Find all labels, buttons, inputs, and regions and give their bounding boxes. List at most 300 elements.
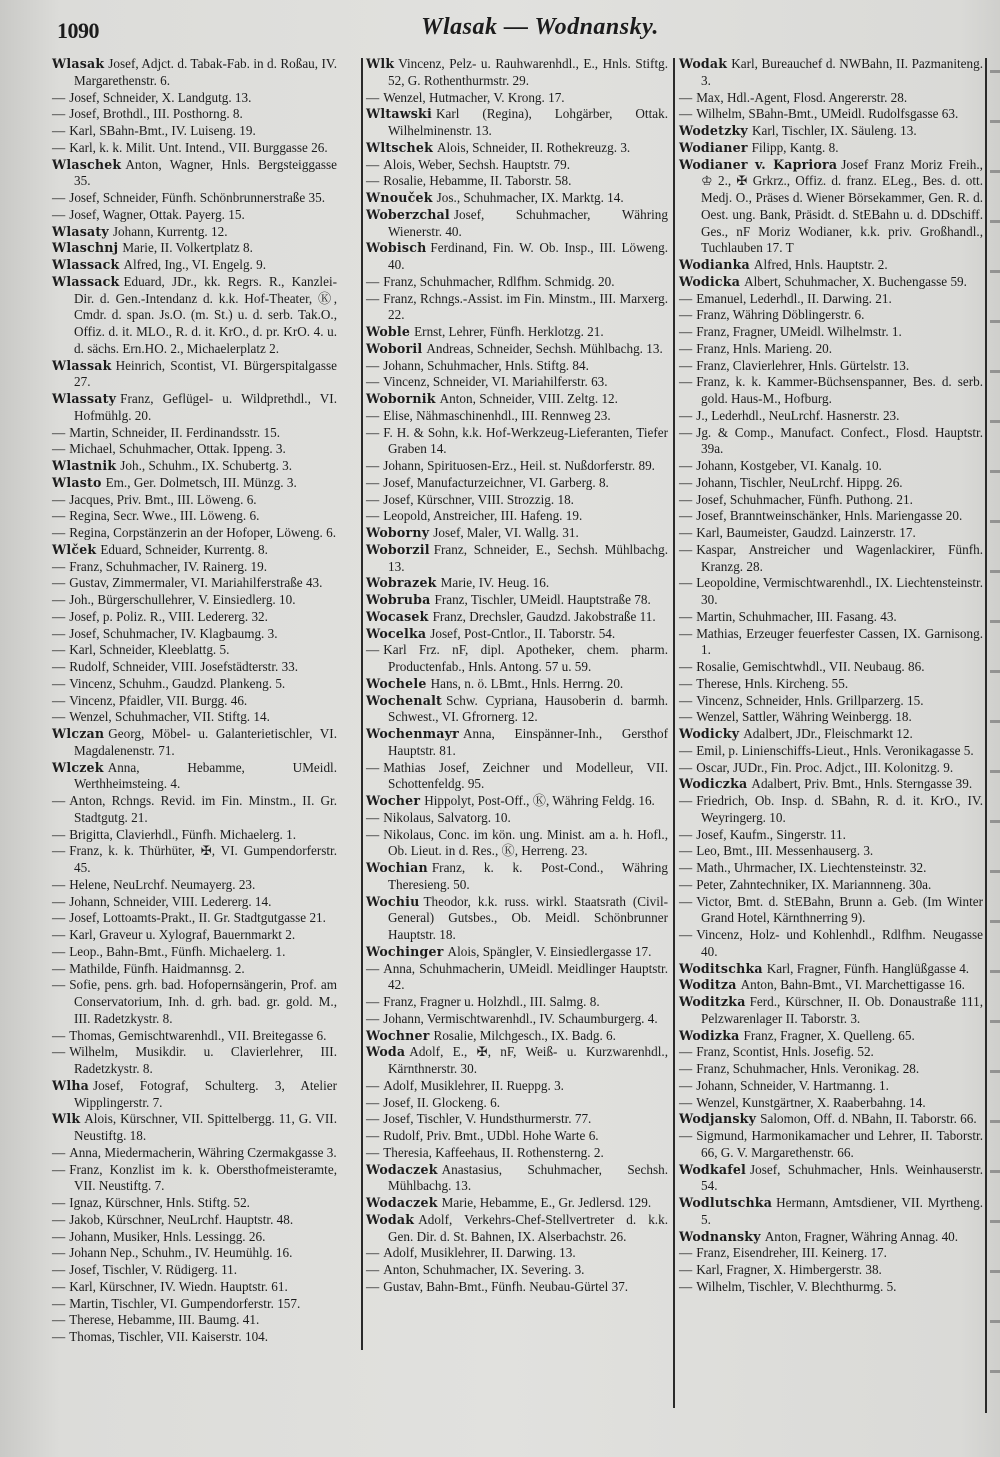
directory-entry	[52, 106, 337, 123]
continuation-dash: —	[366, 759, 380, 775]
directory-entry	[366, 140, 668, 157]
entry-details: Heinrich, Scontist, VI. Bürgerspitalgasse 27.	[74, 357, 337, 390]
entry-surname: Wltawski	[366, 106, 432, 122]
directory-entry	[366, 1044, 668, 1078]
entry-details: Leo, Bmt., III. Messenhauserg. 3.	[696, 843, 874, 859]
entry-details: Franz, Scontist, Hnls. Josefig. 52.	[696, 1044, 874, 1060]
entry-details: Nikolaus, Salvatorg. 10.	[383, 809, 511, 825]
entry-surname: Wlastnik	[52, 458, 117, 473]
entry-surname: Wochinger	[366, 943, 444, 959]
directory-entry	[366, 1028, 668, 1045]
entry-details: Josef, p. Poliz. R., VIII. Ledererg. 32.	[69, 608, 268, 624]
entry-details: Michael, Schuhmacher, Ottak. Ippeng. 3.	[69, 441, 286, 457]
entry-details: Franz, Clavierlehrer, Hnls. Gürtelstr. 13.	[696, 357, 910, 373]
continuation-dash: —	[52, 106, 66, 122]
continuation-dash: —	[366, 642, 380, 658]
entry-details: Anna, Einspänner-Inh., Gersthof Hauptstr. 81.	[388, 726, 668, 758]
continuation-dash: —	[679, 927, 693, 942]
directory-entry	[679, 1229, 983, 1246]
directory-entry	[366, 324, 668, 341]
entry-details: Wenzel, Sattler, Währing Weinbergg. 18.	[696, 709, 912, 725]
entry-surname: Wodizka	[679, 1027, 740, 1043]
continuation-dash: —	[366, 1094, 380, 1110]
entry-details: Anton, Bahn-Bmt., VI. Marchettigasse 16.	[740, 977, 965, 993]
continuation-dash: —	[679, 474, 693, 490]
entry-details: Franz, Hnls. Marieng. 20.	[696, 340, 833, 356]
entry-details: Anna, Schuhmacherin, UMeidl. Meidlinger Hauptstr. 42.	[383, 960, 668, 993]
directory-entry	[679, 1195, 983, 1229]
directory-entry	[366, 374, 668, 391]
continuation-dash: —	[366, 374, 380, 390]
entry-surname: Wodianer v. Kapriora	[679, 156, 838, 172]
entry-details: Friedrich, Ob. Insp. d. SBahn, R. d. it. KrO., IV. Weyringerg. 10.	[696, 793, 983, 825]
continuation-dash: —	[52, 692, 66, 708]
directory-entry	[679, 106, 983, 123]
continuation-dash: —	[679, 1245, 693, 1261]
continuation-dash: —	[52, 876, 66, 892]
entry-details: Johann, Kostgeber, VI. Kanalg. 10.	[696, 458, 882, 473]
continuation-dash: —	[679, 1044, 693, 1060]
entry-details: Josef, Maler, VI. Wallg. 31.	[433, 525, 579, 540]
entry-details: Josef, Branntweinschänker, Hnls. Mariengasse 20.	[696, 508, 963, 524]
entry-details: Wilhelm, SBahn-Bmt., UMeidl. Rudolfsgasse 63.	[696, 106, 959, 122]
continuation-dash: —	[52, 1195, 66, 1210]
continuation-dash: —	[366, 1077, 380, 1093]
entry-details: Ignaz, Kürschner, Hnls. Stiftg. 52.	[69, 1195, 250, 1210]
continuation-dash: —	[679, 407, 693, 423]
entry-details: Karl (Regina), Lohgärber, Ottak. Wilhelminenstr. 13.	[388, 106, 668, 138]
entry-details: Rosalie, Milchgesch., IX. Badg. 6.	[433, 1027, 616, 1043]
entry-details: Alois, Weber, Sechsh. Hauptstr. 79.	[383, 156, 570, 172]
directory-entry	[679, 760, 983, 777]
entry-details: Rudolf, Priv. Bmt., UDbl. Hohe Warte 6.	[383, 1128, 599, 1143]
entry-details: Mathilde, Fünfh. Haidmannsg. 2.	[69, 960, 245, 976]
entry-details: Adolf, Verkehrs-Chef-Stellvertreter d. k.k. Gen. Dir. d. St. Bahnen, IX. Alserbachstr. 26.	[388, 1211, 668, 1244]
entry-details: Josef, Schuhmacher, Fünfh. Puthong. 21.	[696, 491, 913, 507]
entry-details: Karl, k. k. Milit. Unt. Intend., VII. Burggasse 26.	[69, 139, 328, 155]
entry-surname: Wlczan	[52, 726, 105, 741]
entry-surname: Wodaczek	[366, 1195, 438, 1210]
directory-entry	[52, 1111, 337, 1145]
directory-entry	[679, 726, 983, 743]
continuation-dash: —	[366, 156, 380, 172]
directory-entry	[366, 106, 668, 140]
directory-entry	[679, 676, 983, 693]
entry-details: Franz, Währing Döblingerstr. 6.	[696, 307, 865, 323]
entry-surname: Woberzchal	[366, 206, 450, 222]
directory-entry	[52, 441, 337, 458]
continuation-dash: —	[679, 374, 693, 390]
directory-entry	[679, 1279, 983, 1296]
directory-entry	[679, 827, 983, 844]
continuation-dash: —	[52, 1329, 66, 1344]
entry-details: Franz, Schuhmacher, Hnls. Veronikag. 28.	[696, 1061, 920, 1076]
entry-surname: Woble	[366, 324, 411, 339]
entry-details: Josef, II. Glockeng. 6.	[383, 1094, 501, 1110]
entry-surname: Wlček	[52, 541, 97, 557]
entry-details: Karl, Bureauchef d. NWBahn, II. Pazmaniteng. 3.	[701, 56, 983, 88]
entry-surname: Wobisch	[366, 240, 427, 256]
entry-details: Sigmund, Harmonikamacher und Lehrer, II. Taborstr. 66, G. V. Margarethenstr. 66.	[696, 1128, 983, 1160]
continuation-dash: —	[679, 424, 693, 440]
directory-entry	[52, 642, 337, 659]
directory-entry	[52, 1329, 337, 1346]
continuation-dash: —	[52, 89, 66, 105]
directory-entry	[52, 56, 337, 90]
directory-entry	[679, 626, 983, 660]
entry-surname: Wobruba	[366, 592, 431, 607]
continuation-dash: —	[52, 525, 66, 540]
continuation-dash: —	[679, 1262, 693, 1277]
entry-details: Schw. Cypriana, Hausoberin d. barmh. Schwest., VI. Gfrornerg. 12.	[388, 692, 668, 725]
continuation-dash: —	[52, 960, 66, 976]
directory-entry	[679, 1245, 983, 1262]
entry-details: Adolf, E., ✠, nF, Weiß- u. Kurzwarenhdl., Kärnthnerstr. 30.	[388, 1044, 668, 1076]
directory-entry	[679, 1044, 983, 1061]
directory-entry	[52, 458, 337, 475]
entry-details: Leopoldine, Vermischtwarenhdl., IX. Liechtensteinstr. 30.	[696, 575, 983, 607]
entry-details: Emanuel, Lederhdl., II. Darwing. 21.	[696, 290, 892, 306]
directory-entry	[366, 274, 668, 291]
entry-details: Max, Hdl.-Agent, Flosd. Angererstr. 28.	[696, 89, 908, 105]
continuation-dash: —	[679, 307, 693, 323]
directory-entry	[52, 1145, 337, 1162]
entry-surname: Wodak	[366, 1211, 415, 1227]
entry-details: Vincenz, Pfaidler, VII. Burgg. 46.	[69, 692, 248, 708]
entry-details: Wilhelm, Tischler, V. Blechthurmg. 5.	[696, 1278, 897, 1294]
entry-surname: Wltschek	[366, 139, 433, 155]
entry-details: Vincenz, Schneider, Hnls. Grillparzerg. 15.	[696, 692, 924, 708]
entry-details: Hans, n. ö. LBmt., Hnls. Herrng. 20.	[430, 675, 624, 691]
entry-surname: Wlassack	[52, 257, 120, 272]
directory-entry	[52, 190, 337, 207]
entry-details: Georg, Möbel- u. Galanterietischler, VI. Magdalenenstr. 71.	[74, 726, 337, 758]
directory-entry	[52, 843, 337, 877]
continuation-dash: —	[679, 575, 693, 591]
continuation-dash: —	[52, 675, 66, 691]
continuation-dash: —	[679, 541, 693, 557]
directory-entry	[52, 676, 337, 693]
entry-details: Josef, Brothdl., III. Posthorng. 8.	[69, 106, 243, 122]
continuation-dash: —	[52, 1295, 66, 1311]
continuation-dash: —	[52, 943, 66, 959]
continuation-dash: —	[679, 1128, 693, 1143]
entry-details: Johann, Kurrentg. 12.	[112, 223, 228, 239]
column-divider	[361, 58, 363, 1350]
directory-entry	[52, 793, 337, 827]
entry-details: Joh., Bürgerschullehrer, V. Einsiedlerg. 10.	[69, 592, 296, 607]
entry-details: Leop., Bahn-Bmt., Fünfh. Michaelerg. 1.	[69, 943, 286, 959]
continuation-dash: —	[52, 893, 66, 909]
directory-entry	[52, 207, 337, 224]
continuation-dash: —	[52, 1245, 66, 1261]
directory-entry	[366, 1111, 668, 1128]
entry-surname: Wodianka	[679, 257, 750, 272]
continuation-dash: —	[52, 1027, 66, 1043]
directory-entry	[679, 508, 983, 525]
entry-surname: Wobrazek	[366, 575, 437, 591]
directory-entry	[366, 693, 668, 727]
entry-details: Franz, Konzlist im k. k. Obersthofmeisteramte, VII. Neustiftg. 7.	[69, 1161, 337, 1194]
directory-entry	[52, 1195, 337, 1212]
directory-entry	[52, 358, 337, 392]
continuation-dash: —	[366, 994, 380, 1009]
directory-entry	[679, 291, 983, 308]
entry-details: Karl Frz. nF, dipl. Apotheker, chem. pharm. Productenfab., Hnls. Antong. 57 u. 59.	[383, 642, 668, 674]
entry-details: Franz, Drechsler, Gaudzd. Jakobstraße 11.	[432, 608, 656, 624]
directory-entry	[52, 726, 337, 760]
continuation-dash: —	[52, 508, 66, 524]
directory-entry	[366, 240, 668, 274]
entry-details: Karl, Fragner, X. Himbergerstr. 38.	[696, 1262, 882, 1277]
entry-details: Alfred, Ing., VI. Engelg. 9.	[123, 257, 267, 272]
directory-entry	[366, 425, 668, 459]
entry-details: Karl, Tischler, IX. Säuleng. 13.	[751, 123, 917, 138]
entry-surname: Wodicka	[679, 273, 741, 289]
entry-details: Oscar, JUDr., Fin. Proc. Adjct., III. Kolonitzg. 9.	[696, 759, 954, 775]
continuation-dash: —	[52, 659, 66, 674]
directory-entry	[679, 609, 983, 626]
entry-details: Anton, Rchngs. Revid. im Fin. Minstm., II. Gr. Stadtgutg. 21.	[69, 793, 337, 825]
continuation-dash: —	[366, 508, 380, 524]
directory-entry	[52, 224, 337, 241]
continuation-dash: —	[52, 575, 66, 591]
directory-entry	[52, 827, 337, 844]
entry-surname: Woborzil	[366, 541, 430, 557]
entry-details: Joh., Schuhm., IX. Schubertg. 3.	[120, 458, 293, 473]
entry-surname: Wodicky	[679, 726, 740, 741]
entry-details: Hippolyt, Post-Off., Ⓚ, Währing Feldg. 16.	[424, 793, 655, 808]
directory-entry	[366, 291, 668, 325]
directory-entry	[366, 90, 668, 107]
directory-entry	[366, 609, 668, 626]
continuation-dash: —	[52, 190, 66, 205]
entry-details: Wenzel, Kunstgärtner, X. Raaberbahng. 14.	[696, 1094, 926, 1110]
entry-details: Martin, Schuhmacher, III. Fasang. 43.	[696, 608, 897, 624]
continuation-dash: —	[366, 290, 380, 306]
directory-entry	[52, 1279, 337, 1296]
entry-details: Karl, Schneider, Kleeblattg. 5.	[69, 642, 230, 658]
directory-entry	[679, 1262, 983, 1279]
continuation-dash: —	[52, 1161, 66, 1177]
entry-details: Adolf, Musiklehrer, II. Darwing. 13.	[383, 1245, 576, 1261]
directory-entry	[679, 1128, 983, 1162]
directory-entry	[52, 1044, 337, 1078]
continuation-dash: —	[366, 491, 380, 507]
entry-surname: Wodiczka	[679, 776, 748, 792]
directory-entry	[679, 776, 983, 793]
directory-column-3	[679, 56, 983, 1296]
entry-surname: Woda	[366, 1044, 406, 1060]
continuation-dash: —	[366, 1010, 380, 1026]
entry-surname: Wochner	[366, 1027, 430, 1043]
entry-surname: Wlasaty	[52, 223, 109, 239]
directory-entry	[52, 609, 337, 626]
directory-entry	[52, 961, 337, 978]
continuation-dash: —	[679, 1077, 693, 1093]
entry-details: Franz, k. k. Kammer-Büchsenspanner, Bes. d. serb. gold. Haus-M., Hofburg.	[696, 374, 983, 406]
entry-details: Sofie, pens. grh. bad. Hofopernsängerin, Prof. am Conservatorium, Inh. d. grh. bad. gr. gold. M., III. Radetzkystr. 8.	[69, 977, 337, 1026]
continuation-dash: —	[679, 458, 693, 473]
entry-details: Franz, Schneider, E., Sechsh. Mühlbachg. 13.	[388, 541, 668, 574]
entry-details: Anna, Miedermacherin, Währing Czermakgasse 3.	[69, 1144, 337, 1160]
continuation-dash: —	[679, 1061, 693, 1076]
entry-details: Victor, Bmt. d. StEBahn, Brunn a. Geb. (Im Winter Grand Hotel, Kärnthnerring 9).	[696, 893, 983, 926]
continuation-dash: —	[679, 692, 693, 708]
continuation-dash: —	[366, 826, 380, 842]
entry-details: Thomas, Gemischtwarenhdl., VII. Breitegasse 6.	[69, 1027, 327, 1043]
entry-details: Gustav, Bahn-Bmt., Fünfh. Neubau-Gürtel 37.	[383, 1278, 629, 1294]
entry-details: Ferdinand, Fin. W. Ob. Insp., III. Löweng. 40.	[388, 240, 668, 272]
entry-details: Martin, Tischler, VI. Gumpendorferstr. 157.	[69, 1295, 301, 1311]
entry-details: Anton, Schuhmacher, IX. Severing. 3.	[383, 1262, 585, 1277]
entry-details: Vincenz, Pelz- u. Rauhwarenhdl., E., Hnls. Stiftg. 52, G. Rothenthurmstr. 29.	[388, 56, 668, 88]
continuation-dash: —	[366, 89, 380, 105]
directory-entry	[366, 894, 668, 944]
directory-entry	[366, 1145, 668, 1162]
entry-details: Andreas, Schneider, Sechsh. Mühlbachg. 13.	[426, 340, 663, 356]
entry-details: Rudolf, Schneider, VIII. Josefstädterstr. 33.	[69, 659, 299, 674]
directory-entry	[52, 508, 337, 525]
entry-details: Anastasius, Schuhmacher, Sechsh. Mühlbachg. 13.	[388, 1161, 668, 1194]
directory-entry	[52, 542, 337, 559]
continuation-dash: —	[52, 625, 66, 641]
directory-entry	[52, 274, 337, 358]
continuation-dash: —	[52, 1278, 66, 1294]
directory-entry	[52, 894, 337, 911]
entry-details: Josef, Lottoamts-Prakt., II. Gr. Stadtgutgasse 21.	[69, 910, 326, 926]
directory-entry	[679, 894, 983, 928]
directory-entry	[52, 1262, 337, 1279]
entry-surname: Wlassak	[52, 357, 112, 373]
entry-details: Josef, Wagner, Ottak. Payerg. 15.	[69, 206, 245, 222]
entry-details: Adalbert, Priv. Bmt., Hnls. Sterngasse 39.	[751, 776, 973, 792]
continuation-dash: —	[52, 1144, 66, 1160]
directory-entry	[366, 1162, 668, 1196]
entry-details: Brigitta, Clavierhdl., Fünfh. Michaelerg. 1.	[69, 826, 297, 842]
entry-surname: Wlasto	[52, 474, 102, 490]
entry-surname: Wobornik	[366, 391, 436, 406]
continuation-dash: —	[366, 1262, 380, 1277]
entry-surname: Wnouček	[366, 190, 433, 205]
entry-details: Ferd., Kürschner, II. Ob. Donaustraße 111, Pelzwarenlager II. Taborstr. 3.	[701, 994, 983, 1026]
entry-details: Karl, Fragner, Fünfh. Hanglüßgasse 4.	[766, 960, 970, 976]
directory-entry	[366, 810, 668, 827]
entry-surname: Wlczek	[52, 759, 104, 775]
continuation-dash: —	[679, 608, 693, 624]
directory-entry	[679, 525, 983, 542]
continuation-dash: —	[52, 139, 66, 155]
entry-details: Johann, Tischler, NeuLrchf. Hippg. 26.	[696, 474, 903, 490]
directory-entry	[679, 961, 983, 978]
entry-surname: Woborny	[366, 525, 430, 540]
entry-surname: Wodaczek	[366, 1161, 438, 1177]
continuation-dash: —	[366, 1128, 380, 1143]
entry-details: Regina, Corpstänzerin an der Hofoper, Löweng. 6.	[69, 525, 336, 540]
directory-entry	[52, 391, 337, 425]
entry-details: Johann, Schneider, V. Hartmanng. 1.	[696, 1077, 889, 1093]
continuation-dash: —	[679, 843, 693, 859]
entry-details: Josef, Kaufm., Singerstr. 11.	[696, 826, 846, 842]
entry-details: Leopold, Anstreicher, III. Hafeng. 19.	[383, 508, 583, 524]
directory-entry	[366, 994, 668, 1011]
directory-entry	[52, 626, 337, 643]
directory-entry	[366, 1212, 668, 1246]
directory-entry	[366, 475, 668, 492]
directory-entry	[366, 1128, 668, 1145]
entry-details: Marie, II. Volkertplatz 8.	[122, 240, 253, 256]
entry-surname: Wodak	[679, 56, 728, 71]
entry-surname: Woboril	[366, 340, 423, 356]
page-number: 1090	[57, 18, 99, 43]
entry-details: Rosalie, Gemischtwhdl., VII. Neubaug. 86.	[696, 659, 925, 674]
entry-details: Jg. & Comp., Manufact. Confect., Flosd. Hauptstr. 39a.	[696, 424, 983, 457]
entry-details: Karl, Graveur u. Xylograf, Bauernmarkt 2.	[69, 927, 296, 942]
continuation-dash: —	[679, 491, 693, 507]
directory-entry	[366, 56, 668, 90]
directory-entry	[366, 760, 668, 794]
directory-entry	[52, 1245, 337, 1262]
directory-entry	[366, 575, 668, 592]
directory-entry	[366, 190, 668, 207]
entry-details: Filipp, Kantg. 8.	[751, 139, 839, 155]
directory-entry	[52, 927, 337, 944]
directory-entry	[366, 391, 668, 408]
directory-entry	[366, 458, 668, 475]
entry-details: Alois, Kürschner, VII. Spittelbergg. 11, G. VII. Neustiftg. 18.	[74, 1111, 337, 1143]
entry-surname: Wlaschek	[52, 156, 122, 172]
directory-entry	[52, 1162, 337, 1196]
entry-details: Johann, Spirituosen-Erz., Heil. st. Nußdorferstr. 89.	[383, 458, 655, 473]
entry-details: Franz, k. k. Thürhüter, ✠, VI. Gumpendorferstr. 45.	[69, 843, 337, 875]
continuation-dash: —	[679, 742, 693, 758]
directory-entry	[52, 693, 337, 710]
entry-details: Albert, Schuhmacher, X. Buchengasse 59.	[744, 273, 967, 289]
directory-entry	[52, 559, 337, 576]
directory-entry	[679, 743, 983, 760]
entry-details: Nikolaus, Conc. im kön. ung. Minist. am a. h. Hofl., Ob. Lieut. in d. Res., Ⓚ, Herreng. 23.	[383, 826, 668, 859]
entry-surname: Wocasek	[366, 608, 429, 624]
entry-details: Jacques, Priv. Bmt., III. Löweng. 6.	[69, 491, 257, 507]
continuation-dash: —	[52, 927, 66, 942]
directory-entry	[679, 542, 983, 576]
directory-entry	[679, 1095, 983, 1112]
continuation-dash: —	[52, 910, 66, 926]
entry-surname: Wlasak	[52, 56, 105, 71]
continuation-dash: —	[52, 709, 66, 725]
continuation-dash: —	[366, 809, 380, 825]
entry-surname: Wochenmayr	[366, 726, 459, 741]
entry-details: Karl, Kürschner, IV. Wiedn. Hauptstr. 61.	[69, 1278, 288, 1294]
continuation-dash: —	[679, 759, 693, 775]
directory-entry	[679, 140, 983, 157]
entry-details: Josef, Manufacturzeichner, VI. Garberg. 8.	[383, 474, 609, 490]
directory-entry	[366, 592, 668, 609]
continuation-dash: —	[679, 324, 693, 339]
directory-entry	[679, 877, 983, 894]
directory-entry	[366, 542, 668, 576]
entry-details: Jakob, Kürschner, NeuLrchf. Hauptstr. 48.	[69, 1211, 294, 1227]
continuation-dash: —	[52, 642, 66, 658]
entry-details: Franz, Fragner, X. Quelleng. 65.	[743, 1027, 915, 1043]
continuation-dash: —	[52, 491, 66, 507]
entry-details: F. H. & Sohn, k.k. Hof-Werkzeug-Lieferanten, Tiefer Graben 14.	[383, 424, 668, 457]
entry-details: Anton, Fragner, Währing Annag. 40.	[764, 1228, 959, 1244]
entry-details: Salomon, Off. d. NBahn, II. Taborstr. 66.	[760, 1111, 977, 1127]
directory-entry	[52, 425, 337, 442]
directory-entry	[366, 726, 668, 760]
continuation-dash: —	[679, 508, 693, 524]
